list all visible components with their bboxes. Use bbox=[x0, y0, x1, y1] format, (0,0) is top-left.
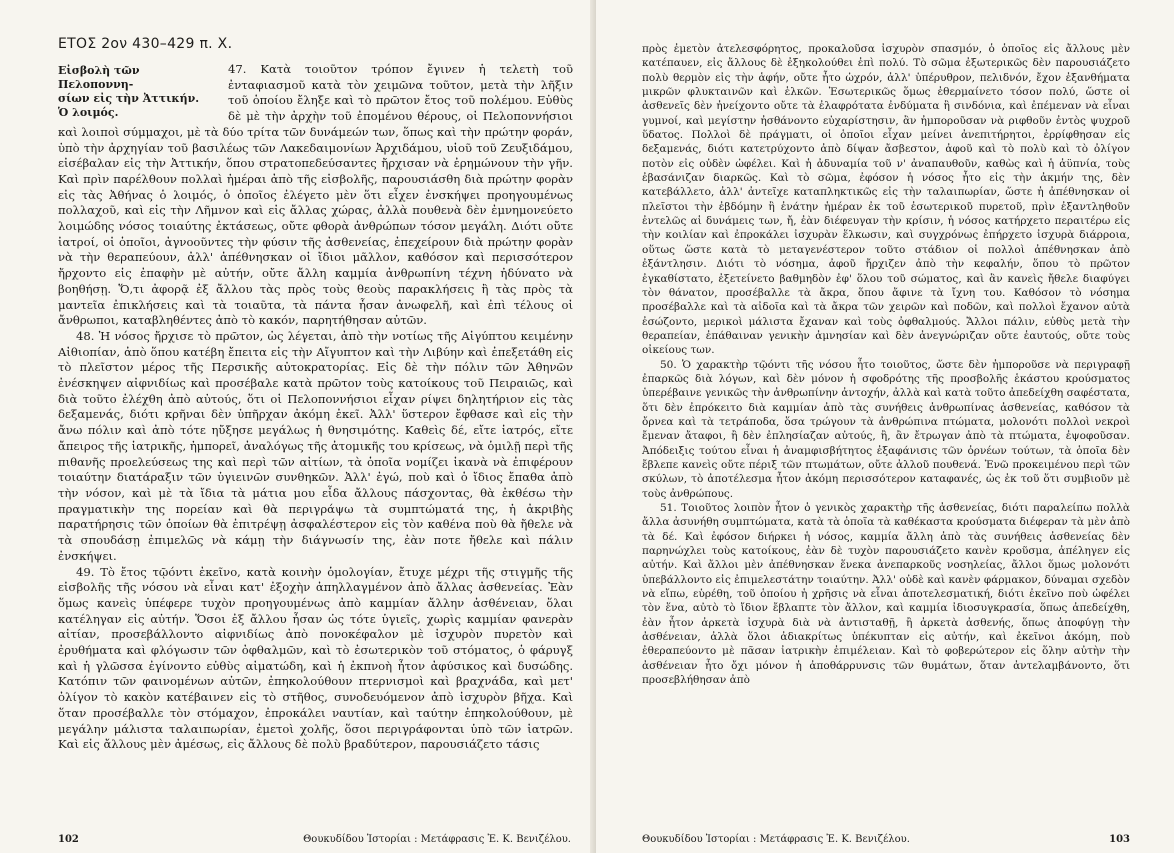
running-head: ΕΤΟΣ 2ον 430–429 π. Χ. bbox=[58, 36, 233, 52]
book-credit: Θουκυδίδου Ἱστορίαι : Μετάφρασις Ἐ. Κ. Βενιζέλου. bbox=[303, 834, 571, 845]
right-page-text bbox=[642, 42, 1130, 687]
book-credit: Θουκυδίδου Ἱστορίαι : Μετάφρασις Ἐ. Κ. Βενιζέλου. bbox=[642, 834, 910, 845]
side-heading bbox=[58, 64, 214, 120]
side-heading-line: σίων εἰς τὴν Ἀττικήν. bbox=[58, 92, 200, 105]
right-page-footer bbox=[642, 834, 1130, 845]
paragraph-51: 51. Τοιοῦτος λοιπὸν ἦτον ὁ γενικὸς χαρακτὴρ τῆς ἀσθενείας, διότι παραλείπω πολλὰ ἄλλα ἀσυνήθη συμπτώματα, κατὰ τὰ ὁποῖα τὰ καθέκαστα κρούσματα διέφεραν τὰ μὲν ἀπὸ τὰ δέ. Καὶ ἐφόσον διήρκει ἡ νόσος, καμμία ἄλλη ἀπὸ τὰς συνήθεις ἀσθενείας δὲν παρηνώχλει τοὺς κατοίκους, ἐὰν δὲ τυχὸν παρουσιάζετο κανὲν κροῦσμα, ἀπέληγεν εἰς αὐτήν. Καὶ ἄλλοι μὲν ἀπέθνησκαν ἕνεκα ἀνεπαρκοῦς νοσηλείας, ἄλλοι ὅμως μολονότι ὑπεβάλλοντο εἰς ἐπιμελεστάτην τοιαύτην. Ἀλλ' οὐδὲ καὶ κανὲν φάρμακον, δύναμαι σχεδὸν νὰ εἴπω, εὑρέθη, τοῦ ὁποίου ἡ χρῆσις νὰ εἶναι ἀποτελεσματική, διότι ἐκεῖνο ποὺ ὠφέλει τὸν ἕνα, αὐτὸ τὸ ἴδιον ἔβλαπτε τὸν ἄλλον, καὶ καμμία ἰδιοσυγκρασία, ὅπως ἀπεδείχθη, ἐὰν ἦτον ἀρκετὰ ἰσχυρὰ διὰ νὰ ἀντισταθῇ, ἢ ἀρκετὰ ἀσθενής, ὅπως ἀποφύγῃ τὴν ἀσθένειαν, ἀλλὰ ὅλοι ἀδιακρίτως ὑπέκυπταν εἰς αὐτήν, καὶ ἐκεῖνοι ἀκόμη, ποὺ ἐθεραπεύοντο μὲ πᾶσαν ἰατρικὴν ἐπιμέλειαν. Καὶ τὸ φοβερώτερον εἰς ὅλην αὐτὴν τὴν ἀσθένειαν ἦτο ὄχι μόνον ἡ ἀποθάρρυνσις τῶν θυμάτων, ὅταν ἀντελαμβάνοντο, ὅτι προσεβλήθησαν ἀπὸ bbox=[642, 502, 1130, 687]
paragraph-47: 47. Κατὰ τοιοῦτον τρόπον ἔγινεν ἡ τελετὴ τοῦ ἐνταφιασμοῦ κατὰ τὸν χειμῶνα τοῦτον, μετὰ τὴν λῆξιν τοῦ ὁποίου ἔληξε καὶ τὸ πρῶτον ἔτος τοῦ πολέμου. Εὐθὺς δὲ μὲ τὴν ἀρχὴν τοῦ ἐπομένου θέρους, οἱ Πελοποννήσιοι καὶ λοιποὶ σύμμαχοι, μὲ τὰ δύο τρίτα τῶν δυνάμεών των, ὅπως καὶ τὴν πρώτην φοράν, ὑπὸ τὴν ἀρχηγίαν τοῦ βασιλέως τῶν Λακεδαιμονίων Ἀρχιδάμου, υἱοῦ τοῦ Ζευξιδάμου, εἰσέβαλαν εἰς τὴν Ἀττικήν, ὅπου στρατοπεδεύσαντες ἤρχισαν νὰ ἐρημώνουν τὴν γῆν. Καὶ πρὶν παρέλθουν πολλαὶ ἡμέραι ἀπὸ τῆς εἰσβολῆς, παρουσιάσθη διὰ πρώτην φορὰν εἰς τὰς Ἀθήνας ὁ λοιμός, ὁ ὁποῖος ἐλέγετο μὲν ὅτι εἶχεν ἐνσκήψει προηγουμένως πολλαχοῦ, καὶ εἰς τὴν Λῆμνον καὶ εἰς ἄλλας χώρας, ἀλλὰ πουθενὰ δὲν ἐμνημονεύετο λοιμώδης νόσος τοιαύτης ἐκτάσεως, οὔτε φθορὰ ἀνθρώπων τόσον μεγάλη. Διότι οὔτε ἰατροί, οἱ ὁποῖοι, ἀγνοοῦντες τὴν φύσιν τῆς ἀσθενείας, ἐπεχείρουν διὰ πρώτην φορὰν νὰ τὴν θεραπεύουν, ἀλλ' ἀπέθνησκαν οἱ ἴδιοι μᾶλλον, καθόσον καὶ περισσότερον ἤρχοντο εἰς ἐπαφὴν μὲ αὐτήν, οὔτε ἄλλη καμμία ἀνθρωπίνη τέχνη ἠδύνατο νὰ βοηθήσῃ. Ὅ,τι ἀφορᾷ ἐξ ἄλλου τὰς πρὸς τοὺς θεοὺς παρακλήσεις ἢ τὰς πρὸς τὰ μαντεῖα ἐπικλήσεις καὶ τὰ τοιαῦτα, τὰ πάντα ἦσαν ἀνωφελῆ, καὶ ἐπὶ τέλους οἱ ἄνθρωποι, καταβληθέντες ἀπὸ τὸ κακόν, παρητήθησαν αὐτῶν. bbox=[58, 62, 573, 328]
paragraph-49-continued: πρὸς ἐμετὸν ἀτελεσφόρητος, προκαλοῦσα ἰσχυρὸν σπασμόν, ὁ ὁποῖος εἰς ἄλλους μὲν κατέπαυεν, εἰς ἄλλους δὲ ἐξηκολούθει ἐπὶ πολύ. Τὸ σῶμα ἐξωτερικῶς δὲν παρουσιάζετο πολὺ θερμὸν εἰς τὴν ἁφήν, οὔτε ἦτο ὠχρόν, ἀλλ' ὑπέρυθρον, πελιδνόν, ἔχον ἐξανθήματα μικρῶν φλυκταινῶν καὶ ἑλκῶν. Ἐσωτερικῶς ὅμως ἐθερμαίνετο τόσον πολύ, ὥστε οἱ ἀσθενεῖς δὲν ἠνείχοντο οὔτε τὰ ἐλαφρότατα ἐνδύματα ἢ σινδόνια, καὶ ἐπέμεναν νὰ εἶναι γυμνοί, καὶ μεγίστην ἠσθάνοντο εὐχαρίστησιν, ἂν ἠμποροῦσαν νὰ ριφθοῦν ἐντὸς ψυχροῦ ὕδατος. Πολλοὶ δὲ πράγματι, οἱ ὁποῖοι εἶχαν μείνει ἀνεπιτήρητοι, ἐρρίφθησαν εἰς δεξαμενάς, διότι κατετρύχοντο ἀπὸ δίψαν ἄσβεστον, ἀφοῦ καὶ τὸ πολὺ καὶ τὸ ὀλίγον ποτὸν εἰς οὐδὲν ὠφέλει. Καὶ ἡ ἀδυναμία τοῦ ν' ἀναπαυθοῦν, καθὼς καὶ ἡ ἀϋπνία, τοὺς ἐβασάνιζαν διαρκῶς. Καὶ τὸ σῶμα, ἐφόσον ἡ νόσος ἦτο εἰς τὴν ἀκμήν της, δὲν κατεβάλλετο, ἀλλ' ἀντεῖχε καταπληκτικῶς εἰς τὴν ταλαιπωρίαν, ὥστε ἡ ἀπέθνησκαν οἱ πλεῖστοι τὴν ἐβδόμην ἢ ἐνάτην ἡμέραν ἐκ τοῦ ἐσωτερικοῦ πυρετοῦ, πρὶν ἐξαντληθοῦν ἐντελῶς αἱ δυνάμεις των, ἤ, ἐὰν διέφευγαν τὴν κρίσιν, ἡ νόσος κατήρχετο περαιτέρω εἰς τὴν κοιλίαν καὶ ἐπροκάλει ἰσχυρὰν ἕλκωσιν, καὶ συγχρόνως ἐπήρχετο ἰσχυρὰ διάρροια, οὕτως ὥστε κατὰ τὸ μεταγενέστερον τοῦτο στάδιον οἱ πολλοὶ ἀπέθνησκαν ἀπὸ ἐξάντλησιν. Διότι τὸ νόσημα, ἀφοῦ ἤρχιζεν ἀπὸ τὴν κεφαλήν, ὅπου τὸ πρῶτον ἐγκαθίστατο, ἐξετείνετο βαθμηδὸν ἐφ' ὅλου τοῦ σώματος, καὶ ἂν κανεὶς ἤθελε διαφύγει τὸν θάνατον, προσέβαλλε τὰ ἄκρα, ὅπου ἄφινε τὰ ἴχνη του. Καθόσον τὸ νόσημα προσέβαλλε καὶ τὰ αἰδοῖα καὶ τὰ ἄκρα τῶν χειρῶν καὶ ποδῶν, καὶ πολλοὶ ἔχανον αὐτὰ ἐσώζοντο, μερικοὶ μάλιστα ἔχαναν καὶ τοὺς ὀφθαλμούς. Ἄλλοι πάλιν, εὐθὺς μετὰ τὴν θεραπείαν, ἐπάθαιναν γενικὴν ἀμνησίαν καὶ δὲν ἀνεγνώριζαν οὔτε ἑαυτούς, οὔτε τοὺς οἰκείους των. bbox=[642, 43, 1130, 357]
left-page-text bbox=[58, 62, 573, 753]
page-number: 102 bbox=[58, 834, 79, 845]
left-page-footer bbox=[58, 834, 571, 845]
side-heading-line: Εἰσβολὴ τῶν Πελοποννη- bbox=[58, 64, 140, 91]
side-heading-line: Ὁ λοιμός. bbox=[58, 106, 119, 119]
page-number: 103 bbox=[1109, 834, 1130, 845]
right-page bbox=[596, 0, 1174, 853]
paragraph-49: 49. Τὸ ἔτος τῷόντι ἐκεῖνο, κατὰ κοινὴν ὁμολογίαν, ἔτυχε μέχρι τῆς στιγμῆς τῆς εἰσβολῆς τῆς νόσου νὰ εἶναι κατ' ἐξοχὴν ἀπηλλαγμένον ἀπὸ ἄλλας ἀσθενείας. Ἐὰν ὅμως κανεὶς ὑπέφερε τυχὸν προηγουμένως ἀπὸ καμμίαν ἄλλην ἀσθένειαν, ὅλαι κατέληγαν εἰς αὐτήν. Ὅσοι ἐξ ἄλλου ἦσαν ὡς τότε ὑγιεῖς, χωρὶς καμμίαν φανερὰν αἰτίαν, προσεβάλλοντο αἰφνιδίως ἀπὸ πονοκέφαλον μὲ ἰσχυρὸν πυρετὸν καὶ ἐρυθήματα καὶ φλόγωσιν τῶν ὀφθαλμῶν, καὶ τὸ ἐσωτερικὸν τοῦ στόματος, ὁ φάρυγξ καὶ ἡ γλῶσσα ἐγίνοντο εὐθὺς αἱματώδη, καὶ ἡ ἐκπνοὴ ἦτον ἀφύσικος καὶ δυσώδης. Κατόπιν τῶν φαινομένων αὐτῶν, ἐπηκολούθουν πτερνισμοὶ καὶ βραχνάδα, καὶ μετ' ὀλίγον τὸ κακὸν κατέβαινεν εἰς τὸ στῆθος, συνοδευόμενον ἀπὸ ἰσχυρὸν βῆχα. Καὶ ὅταν προσέβαλλε τὸν στόμαχον, ἐπροκάλει ναυτίαν, καὶ ταύτην ἐπηκολούθουν, μὲ μεγάλην μάλιστα ταλαιπωρίαν, ἐμετοὶ χολῆς, ὅσοι περιγράφονται ὑπὸ τῶν ἰατρῶν. Καὶ εἰς ἄλλους μὲν ἀμέσως, εἰς ἄλλους δὲ πολὺ βραδύτερον, παρουσιάζετο τάσις bbox=[58, 564, 573, 752]
paragraph-48: 48. Ἡ νόσος ἤρχισε τὸ πρῶτον, ὡς λέγεται, ἀπὸ τὴν νοτίως τῆς Αἰγύπτου κειμένην Αἰθιοπίαν, ἀπὸ ὅπου κατέβη ἔπειτα εἰς τὴν Αἴγυπτον καὶ τὴν Λιβύην καὶ ἐπεξετάθη εἰς τὸ πλεῖστον μέρος τῆς Περσικῆς αὐτοκρατορίας. Εἰς δὲ τὴν πόλιν τῶν Ἀθηνῶν ἐνέσκηψεν αἰφνιδίως καὶ προσέβαλε κατὰ πρῶτον τοὺς κατοίκους τοῦ Πειραιῶς, καὶ διὰ τοῦτο ἐλέχθη ἀπὸ αὐτούς, ὅτι οἱ Πελοποννήσιοι εἶχαν ρίψει δηλητήριον εἰς τὰς δεξαμενάς, διότι κρῆναι δὲν ὑπῆρχαν ἀκόμη ἐκεῖ. Ἀλλ' ὕστερον ἔφθασε καὶ εἰς τὴν ἄνω πόλιν καὶ ἀπὸ τότε ηὔξησε μεγάλως ἡ θνησιμότης. Καθεὶς δέ, εἴτε ἰατρός, εἴτε ἄπειρος τῆς ἰατρικῆς, ἠμπορεῖ, ἀναλόγως τῆς ἀτομικῆς του κρίσεως, νὰ ὁμιλῇ περὶ τῆς πιθανῆς προελεύσεως της καὶ περὶ τῶν αἰτίων, τὰ ὁποῖα νομίζει ἱκανὰ νὰ ἐπιφέρουν τοιαύτην διατάραξιν τῶν ὑγιεινῶν συνθηκῶν. Ἀλλ' ἐγώ, ποὺ καὶ ὁ ἴδιος ἔπαθα ἀπὸ τὴν νόσον, καὶ μὲ τὰ ἴδια τὰ μάτια μου εἶδα ἄλλους πάσχοντας, θὰ ἐκθέσω τὴν πραγματικὴν της πορείαν καὶ θὰ περιγράψω τὰ συμπτώματά της, ἡ ἀκριβὴς παρατήρησις τῶν ὁποίων θὰ ἐπιτρέψῃ ἀσφαλέστερον εἰς τὸν καθένα ποὺ θὰ ἤθελε νὰ τὰ σπουδάσῃ ἐπιμελῶς νὰ κάμῃ τὴν διάγνωσίν της, ἐὰν ποτε ἤθελε καὶ πάλιν ἐνσκήψει. bbox=[58, 328, 573, 563]
paragraph-50: 50. Ὁ χαρακτὴρ τῷόντι τῆς νόσου ἦτο τοιοῦτος, ὥστε δὲν ἠμποροῦσε νὰ περιγραφῇ ἐπαρκῶς διὰ λόγων, καὶ δὲν μόνον ἡ σφοδρότης τῆς προσβολῆς ἑκάστου κρούσματος ὑπερέβαινε γενικῶς τὴν ἀνθρωπίνην ἀντοχήν, ἀλλὰ καὶ κατὰ τοῦτο ἀπεδείχθη σαφέστατα, ὅτι δὲν ἐπρόκειτο διὰ καμμίαν ἀπὸ τὰς συνήθεις ἀνθρωπίνας ἀσθενείας, καθόσον τὰ ὄρνεα καὶ τὰ τετράποδα, ὅσα τρώγουν τὰ ἀνθρώπινα πτώματα, μολονότι πολλοὶ νεκροὶ ἔμεναν ἄταφοι, ἢ δὲν ἐπλησίαζαν αὐτούς, ἢ, ἂν ἔτρωγαν ἀπὸ τὰ πτώματα, ἐψοφοῦσαν. Ἀπόδειξις τούτου εἶναι ἡ ἀναμφισβήτητος ἐξαφάνισις τῶν ὀρνέων τούτων, τὰ ὁποῖα δὲν ἔβλεπε κανεὶς οὔτε πέριξ τῶν πτωμάτων, οὔτε ἀλλοῦ πουθενά. Ἐνῶ προκειμένου περὶ τῶν σκύλων, τὸ ἀποτέλεσμα ἦτον ἀκόμη περισσότερον καταφανές, ὡς ἐκ τοῦ ὅτι συμβιοῦν μὲ τοὺς ἀνθρώπους. bbox=[642, 358, 1130, 500]
